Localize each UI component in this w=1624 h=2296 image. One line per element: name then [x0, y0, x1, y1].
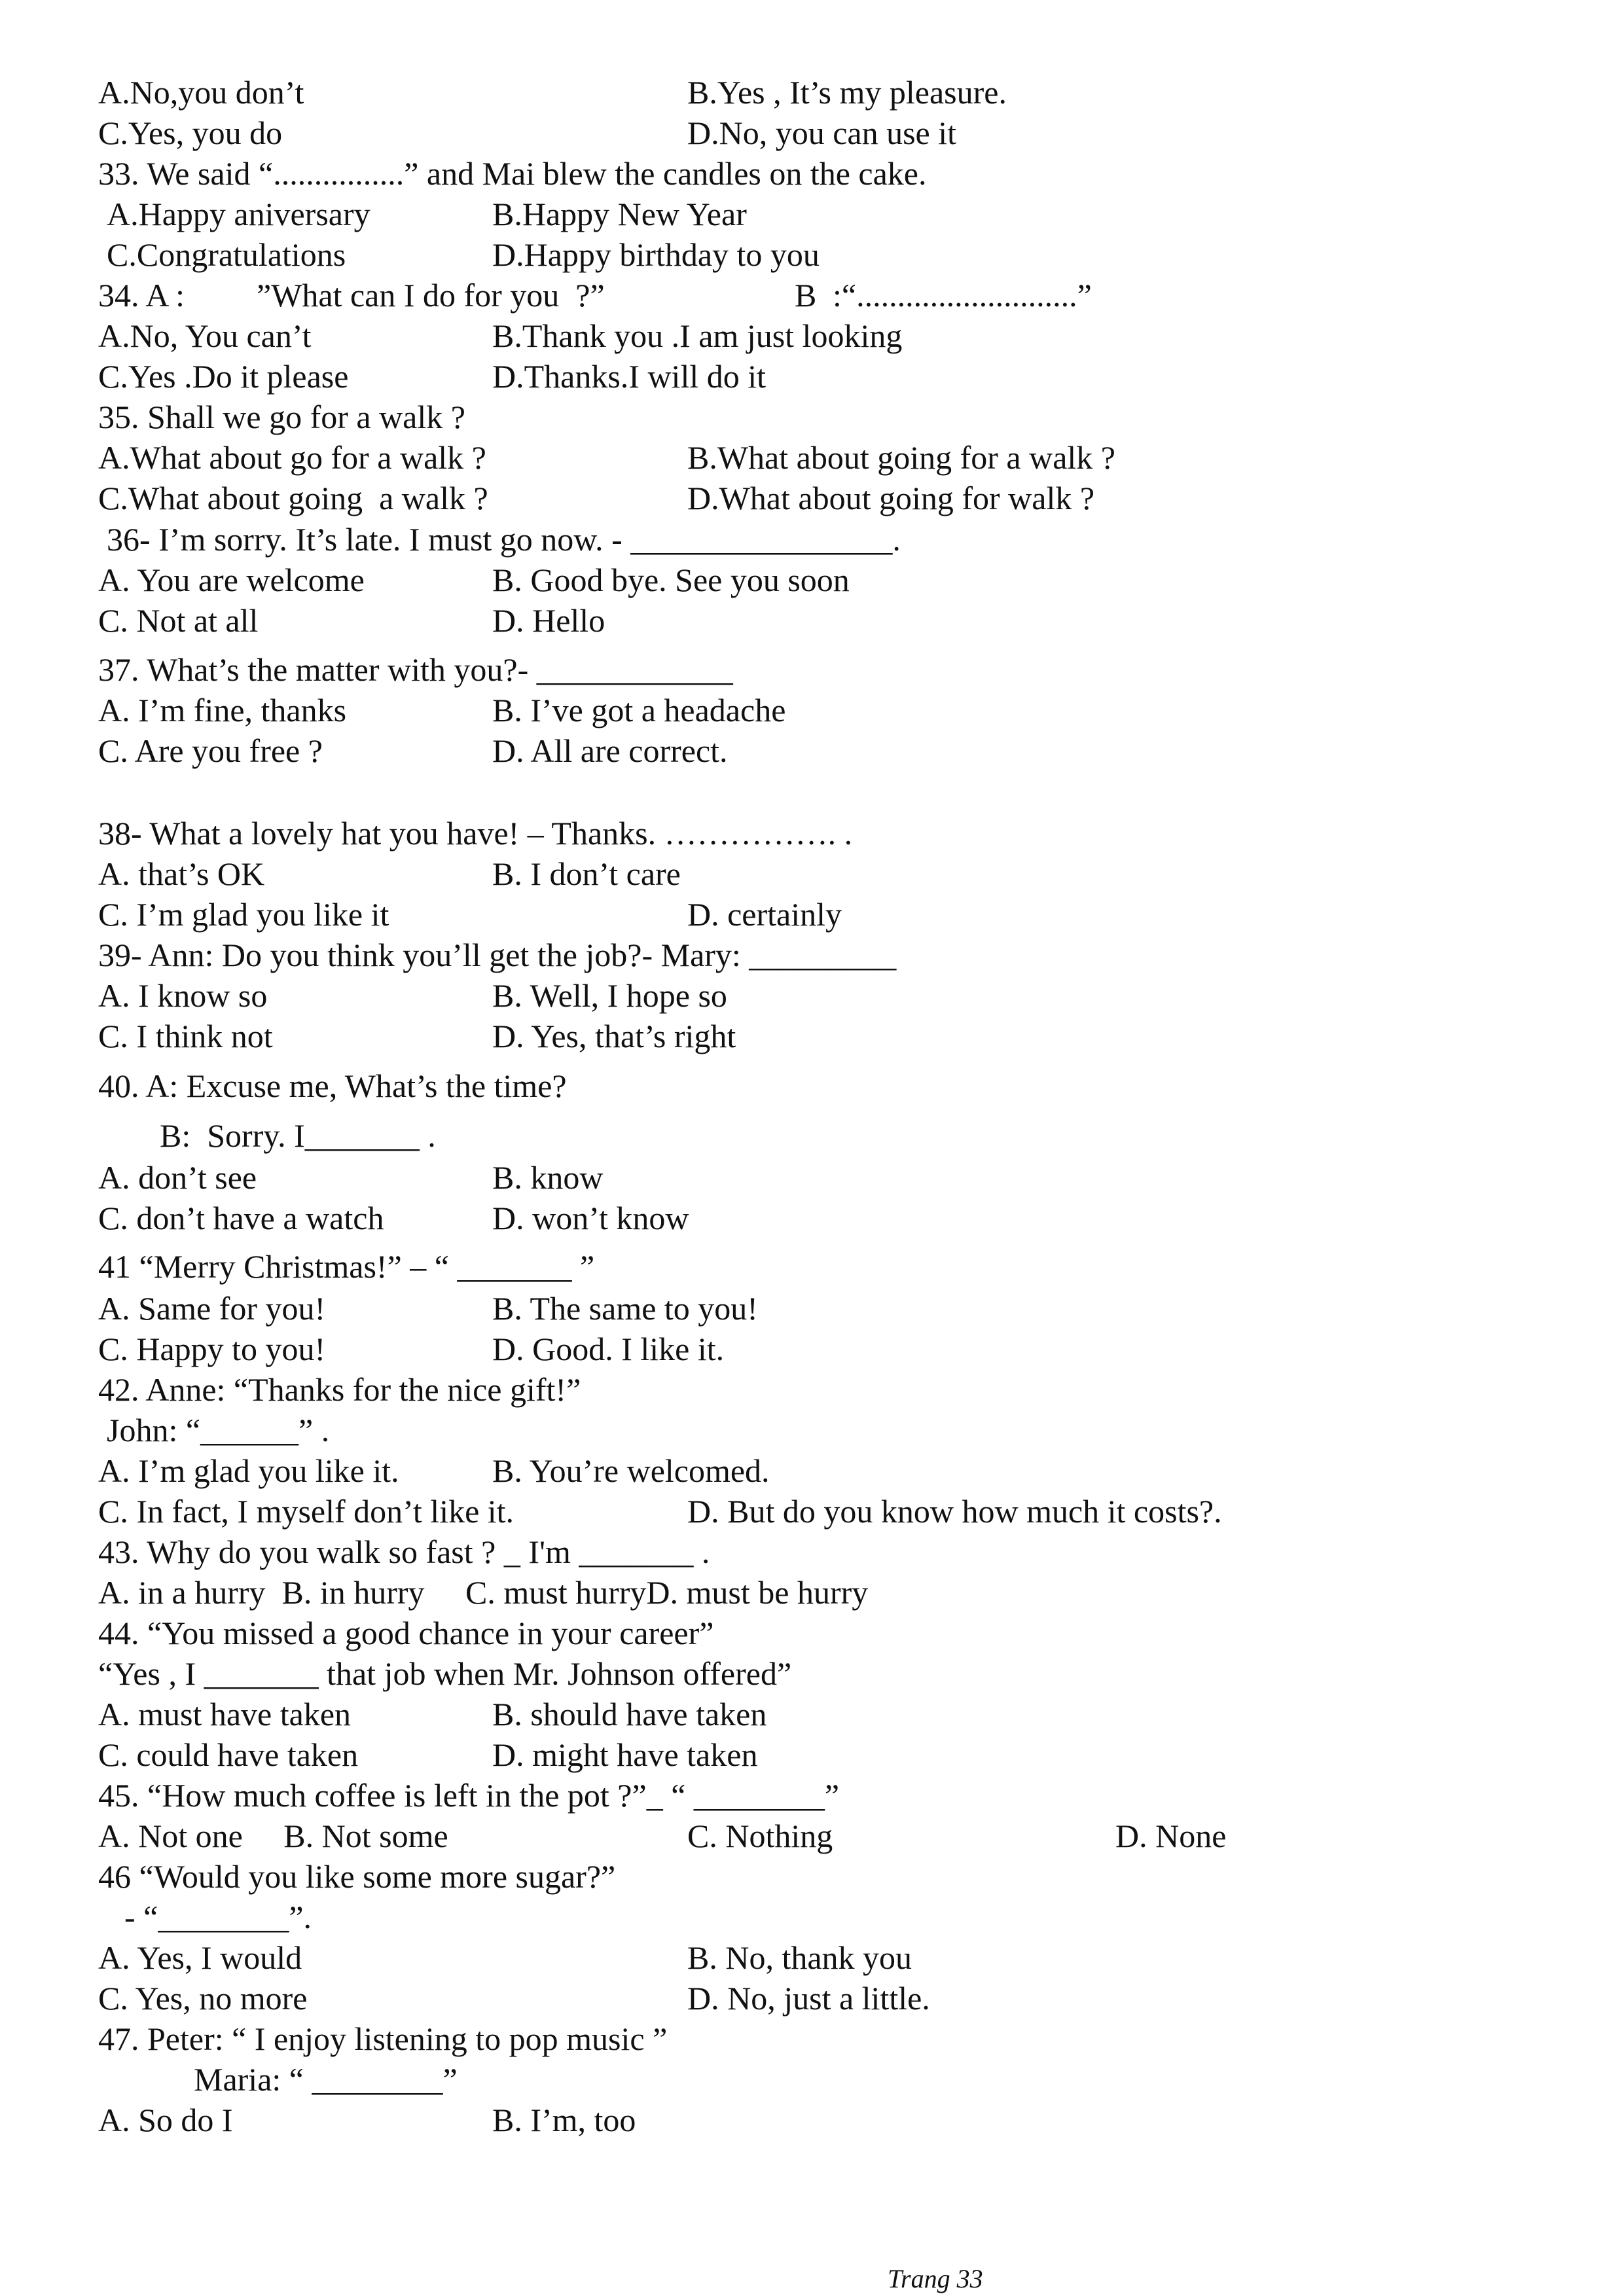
question-line: 46 “Would you like some more sugar?” [98, 1858, 616, 1895]
answer-option: B. I don’t care [492, 855, 681, 892]
question-line: C. could have taken [98, 1736, 359, 1773]
answer-option: B.What about going for a walk ? [687, 439, 1115, 476]
question-line: C. Not at all [98, 602, 259, 639]
question-line: C. don’t have a watch [98, 1200, 384, 1236]
question-line: 41 “Merry Christmas!” – “ _______ ” [98, 1248, 595, 1285]
answer-option: B. You’re welcomed. [492, 1452, 770, 1489]
question-line: 47. Peter: “ I enjoy listening to pop music ” [98, 2020, 668, 2057]
answer-option: B. know [492, 1159, 604, 1196]
question-line: C. Yes, no more [98, 1980, 308, 2017]
answer-option: D. won’t know [492, 1200, 689, 1236]
question-line: A. So do I [98, 2102, 233, 2138]
answer-option: D. But do you know how much it costs?. [687, 1493, 1222, 1530]
question-line: C. Are you free ? [98, 732, 323, 769]
question-line: A.No, You can’t [98, 317, 312, 354]
answer-option: B. No, thank you [687, 1939, 912, 1976]
question-line: 38- What a lovely hat you have! – Thanks. ……………. . [98, 815, 853, 852]
answer-option: B. Well, I hope so [492, 977, 727, 1014]
answer-option: D. None [1115, 1818, 1227, 1854]
question-line: C. Happy to you! [98, 1331, 326, 1367]
answer-option: :“...........................” [833, 277, 1092, 314]
question-line: A. in a hurry B. in hurry C. must hurryD. must be hurry [98, 1574, 869, 1611]
question-line: A. You are welcome [98, 562, 365, 598]
question-line: A. Not one B. Not some [98, 1818, 448, 1854]
question-line: 34. A : [98, 277, 185, 314]
question-line: 44. “You missed a good chance in your career” [98, 1615, 714, 1651]
answer-option: D. Yes, that’s right [492, 1018, 736, 1054]
answer-option: D.What about going for walk ? [687, 480, 1095, 516]
answer-option: D. No, just a little. [687, 1980, 930, 2017]
answer-option: D. certainly [687, 896, 842, 933]
answer-option: D.No, you can use it [687, 115, 957, 151]
answer-option: D.Happy birthday to you [492, 236, 820, 273]
answer-option: D. Hello [492, 602, 605, 639]
question-line: 39- Ann: Do you think you’ll get the job?- Mary: _________ [98, 937, 897, 973]
page-footer: Trang 33 [888, 2264, 983, 2293]
question-line: 42. Anne: “Thanks for the nice gift!” [98, 1371, 581, 1408]
question-line: A.What about go for a walk ? [98, 439, 486, 476]
question-line: 33. We said “................” and Mai blew the candles on the cake. [98, 155, 927, 192]
question-line: C.Yes .Do it please [98, 358, 349, 395]
answer-option: B. should have taken [492, 1696, 767, 1732]
question-line: C.What about going a walk ? [98, 480, 488, 516]
question-line: A. don’t see [98, 1159, 257, 1196]
question-line: - “________”. [124, 1899, 312, 1935]
question-line: A. that’s OK [98, 855, 265, 892]
question-line: 43. Why do you walk so fast ? _ I'm _______ . [98, 1534, 710, 1570]
question-line: “Yes , I _______ that job when Mr. Johnson offered” [98, 1655, 792, 1692]
question-line: A.No,you don’t [98, 74, 304, 111]
question-line: A. I know so [98, 977, 268, 1014]
question-line: Maria: “ ________” [194, 2061, 458, 2098]
question-line: 40. A: Excuse me, What’s the time? [98, 1067, 567, 1104]
question-line: A.Happy aniversary [107, 196, 370, 232]
question-line: C.Congratulations [107, 236, 346, 273]
answer-option: B.Happy New Year [492, 196, 747, 232]
question-line: A. Same for you! [98, 1290, 326, 1327]
question-line: A. Yes, I would [98, 1939, 302, 1976]
question-line: 45. “How much coffee is left in the pot ?”_ “ ________” [98, 1777, 840, 1814]
answer-option: B.Yes , It’s my pleasure. [687, 74, 1007, 111]
answer-option: B.Thank you .I am just looking [492, 317, 903, 354]
answer-option: D. might have taken [492, 1736, 758, 1773]
question-line: 37. What’s the matter with you?- ____________ [98, 651, 733, 688]
answer-option: D. All are correct. [492, 732, 728, 769]
question-line: B: Sorry. I_______ . [160, 1117, 436, 1154]
answer-option: B. Good bye. See you soon [492, 562, 850, 598]
answer-option: B [795, 277, 817, 314]
answer-option: D. Good. I like it. [492, 1331, 725, 1367]
question-line: C. In fact, I myself don’t like it. [98, 1493, 514, 1530]
question-line: John: “______” . [107, 1412, 330, 1448]
answer-option: ”What can I do for you ?” [257, 277, 605, 314]
question-line: C. I’m glad you like it [98, 896, 389, 933]
answer-option: B. I’m, too [492, 2102, 636, 2138]
question-line: A. must have taken [98, 1696, 352, 1732]
question-line: 35. Shall we go for a walk ? [98, 399, 465, 435]
question-line: A. I’m fine, thanks [98, 692, 347, 728]
question-line: C.Yes, you do [98, 115, 283, 151]
question-line: C. I think not [98, 1018, 273, 1054]
answer-option: B. I’ve got a headache [492, 692, 786, 728]
answer-option: C. Nothing [687, 1818, 833, 1854]
question-line: 36- I’m sorry. It’s late. I must go now. - ________________. [107, 521, 901, 558]
question-line: A. I’m glad you like it. [98, 1452, 399, 1489]
answer-option: B. The same to you! [492, 1290, 758, 1327]
answer-option: D.Thanks.I will do it [492, 358, 767, 395]
